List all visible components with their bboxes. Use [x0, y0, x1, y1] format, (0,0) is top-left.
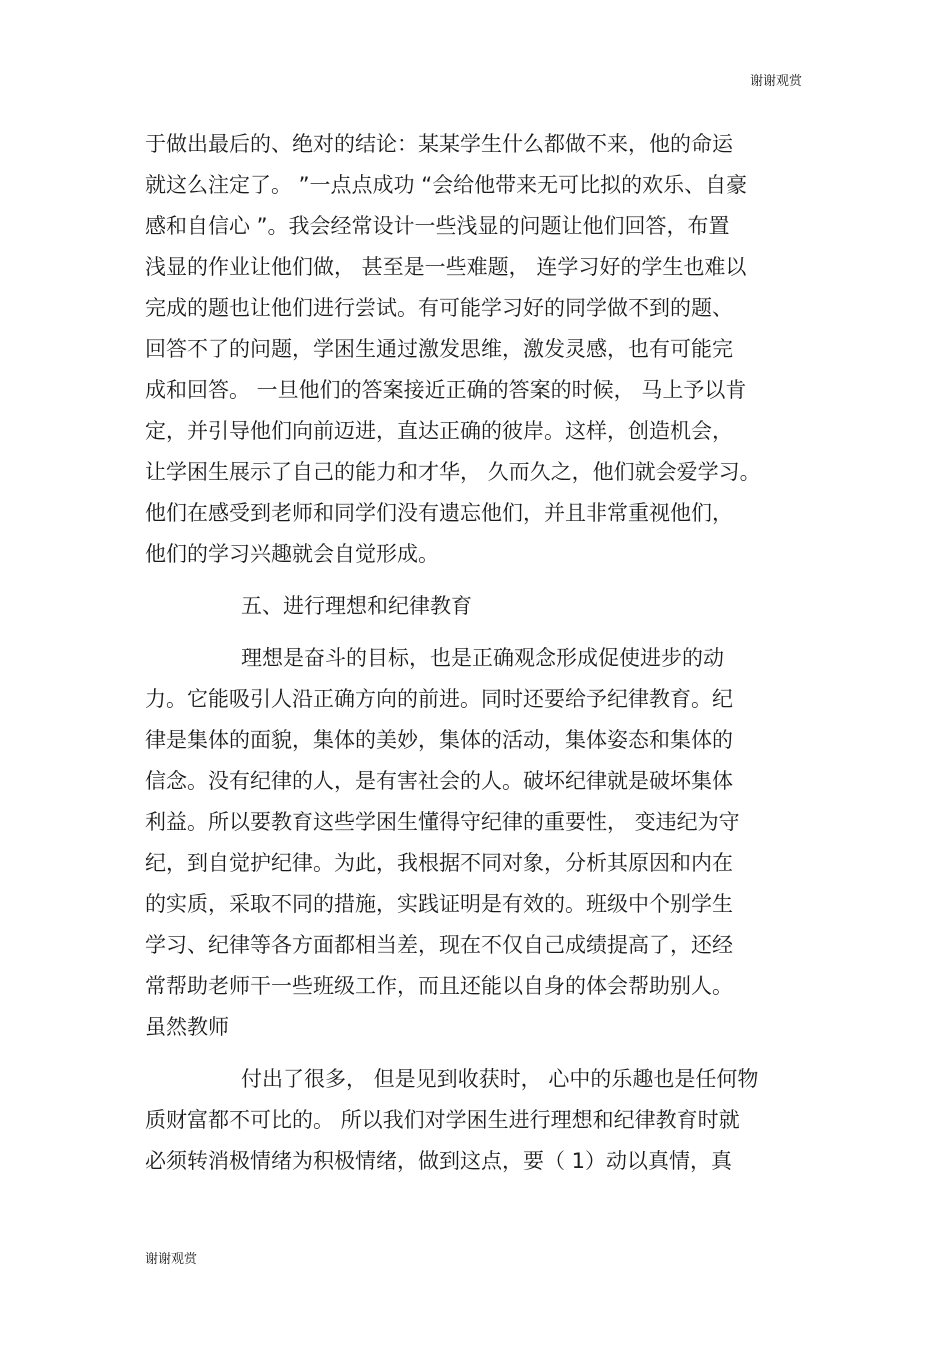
- paragraph-2: [145, 638, 805, 1048]
- text-line: 浅显的作业让他们做， 甚至是一些难题， 连学习好的学生也难以: [145, 255, 747, 279]
- text-line: 纪，到自觉护纪律。为此，我根据不同对象，分析其原因和内在: [145, 851, 733, 875]
- text-line: 理想是奋斗的目标，也是正确观念形成促使进步的动: [241, 646, 724, 670]
- text-line: 让学困生展示了自己的能力和才华， 久而久之，他们就会爱学习。: [145, 460, 761, 484]
- text-line: 他们的学习兴趣就会自觉形成。: [145, 542, 439, 566]
- text-line: 于做出最后的、绝对的结论：某某学生什么都做不来，他的命运: [145, 132, 733, 156]
- paragraph-3: [145, 1059, 805, 1182]
- text-line: 常帮助老师干一些班级工作，而且还能以自身的体会帮助别人。: [145, 974, 733, 998]
- text-line: 他们在感受到老师和同学们没有遗忘他们，并且非常重视他们，: [145, 501, 733, 525]
- text-line: 学习、纪律等各方面都相当差，现在不仅自己成绩提高了，还经: [145, 933, 733, 957]
- text-line: 定，并引导他们向前迈进，直达正确的彼岸。这样，创造机会，: [145, 419, 733, 443]
- document-body: [145, 124, 805, 1182]
- text-line: 利益。所以要教育这些学困生懂得守纪律的重要性， 变违纪为守: [145, 810, 740, 834]
- text-line: 虽然教师: [145, 1015, 229, 1039]
- text-line: 就这么注定了。 ”一点点成功 “会给他带来无可比拟的欢乐、自豪: [145, 173, 748, 197]
- paragraph-1: [145, 124, 805, 575]
- text-line: 必须转消极情绪为积极情绪，做到这点，要（ 1）动以真情，真: [145, 1149, 733, 1173]
- text-line: 律是集体的面貌，集体的美妙，集体的活动，集体姿态和集体的: [145, 728, 733, 752]
- text-line: 成和回答。 一旦他们的答案接近正确的答案的时候， 马上予以肯: [145, 378, 747, 402]
- text-line: 感和自信心 ”。我会经常设计一些浅显的问题让他们回答，布置: [145, 214, 730, 238]
- page-footer: 谢谢观赏: [145, 1252, 198, 1267]
- text-line: 力。它能吸引人沿正确方向的前进。同时还要给予纪律教育。纪: [145, 687, 733, 711]
- text-line: 的实质，采取不同的措施，实践证明是有效的。班级中个别学生: [145, 892, 733, 916]
- text-line: 完成的题也让他们进行尝试。有可能学习好的同学做不到的题、: [145, 296, 733, 320]
- text-line: 付出了很多， 但是见到收获时， 心中的乐趣也是任何物: [241, 1067, 759, 1091]
- text-line: 质财富都不可比的。 所以我们对学困生进行理想和纪律教育时就: [145, 1108, 740, 1132]
- text-line: 信念。没有纪律的人，是有害社会的人。破坏纪律就是破坏集体: [145, 769, 733, 793]
- section-heading: 五、进行理想和纪律教育: [241, 594, 472, 618]
- page-header: 谢谢观赏: [749, 74, 802, 89]
- text-line: 回答不了的问题，学困生通过激发思维，激发灵感，也有可能完: [145, 337, 733, 361]
